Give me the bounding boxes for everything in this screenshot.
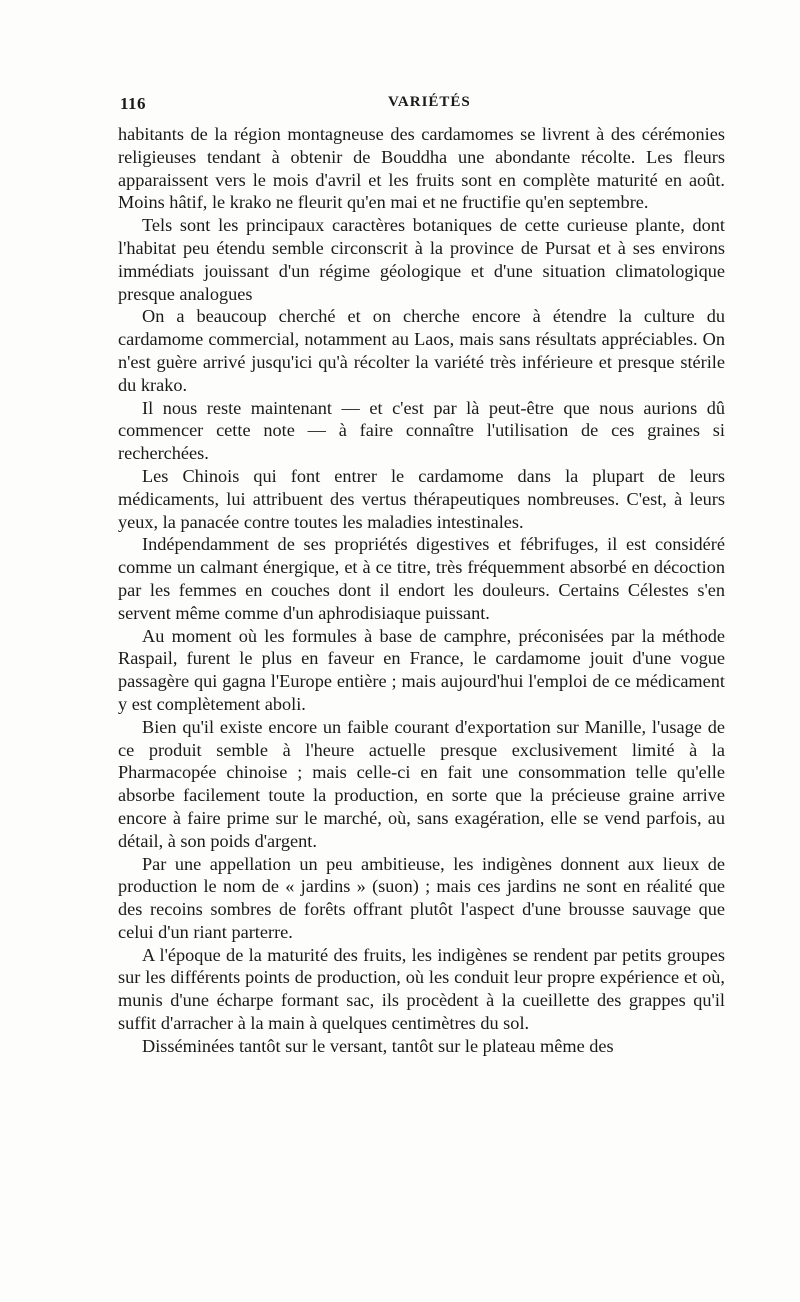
paragraph: Disséminées tantôt sur le versant, tantôt sur le plateau même des <box>142 1035 614 1056</box>
body-text <box>118 123 725 1058</box>
paragraph: Indépendamment de ses propriétés digestives et fébrifuges, il est considéré comme un calmant énergique, et à ce titre, très fréquemment absorbé en décoction par les femmes en couches dont il endort les douleurs. Certains Célestes s'en servent même comme d'un aphrodisiaque puissant. <box>118 534 725 623</box>
paragraph: A l'époque de la maturité des fruits, les indigènes se rendent par petits groupes sur les différents points de production, où les conduit leur propre expérience et où, munis d'une écharpe formant sac, ils procèdent à la cueillette des grappes qu'il suffit d'arracher à la main à quelques centimètres du sol. <box>118 944 725 1034</box>
paragraph: habitants de la région montagneuse des cardamomes se livrent à des cérémonies religieuses tendant à obtenir de Bouddha une abondante récolte. Les fleurs apparaissent vers le mois d'avril et les fruits sont en complète maturité en août. Moins hâtif, le krako ne fleurit qu'en mai et ne fructifie qu'en septembre. <box>118 124 725 213</box>
paragraph: On a beaucoup cherché et on cherche encore à étendre la culture du cardamome commercial, notamment au Laos, mais sans résultats appréciables. On n'est guère arrivé jusqu'ici qu'à récolter la variété très inférieure et presque stérile du krako. <box>118 306 725 395</box>
paragraph: Au moment où les formules à base de camphre, préconisées par la méthode Raspail, furent le plus en faveur en France, le cardamome jouit d'une vogue passagère qui gagna l'Europe entière ; mais aujourd'hui l'emploi de ce médicament y est complètement aboli. <box>118 625 725 714</box>
running-title: VARIÉTÉS <box>388 94 471 110</box>
paragraph: Tels sont les principaux caractères botaniques de cette curieuse plante, dont l'habitat peu étendu semble circonscrit à la province de Pursat et à ses environs immédiats jouissant d'un régime géologique et d'une situation climatologique presque analogues <box>118 215 725 304</box>
paragraph: Par une appellation un peu ambitieuse, les indigènes donnent aux lieux de production le nom de « jardins » (suon) ; mais ces jardins ne sont en réalité que des recoins sombres de forêts offrant plutôt l'aspect d'une brousse sauvage que celui d'un riant parterre. <box>118 853 725 942</box>
paragraph: Bien qu'il existe encore un faible courant d'exportation sur Manille, l'usage de ce produit semble à l'heure actuelle presque exclusivement limité à la Pharmacopée chinoise ; mais celle-ci en fait une consommation telle qu'elle absorbe facilement toute la production, en sorte que la précieuse graine arrive encore à faire prime sur le marché, où, sans exagération, elle se vend parfois, au détail, à son poids d'argent. <box>118 716 725 851</box>
page-header <box>108 94 728 116</box>
paragraph: Il nous reste maintenant — et c'est par là peut-être que nous aurions dû commencer cette note — à faire connaître l'utilisation de ces graines si recherchées. <box>118 397 725 464</box>
paragraph: Les Chinois qui font entrer le cardamome dans la plupart de leurs médicaments, lui attribuent des vertus thérapeutiques nombreuses. C'est, à leurs yeux, la panacée contre toutes les maladies intestinales. <box>118 465 725 532</box>
page-number: 116 <box>120 94 147 113</box>
